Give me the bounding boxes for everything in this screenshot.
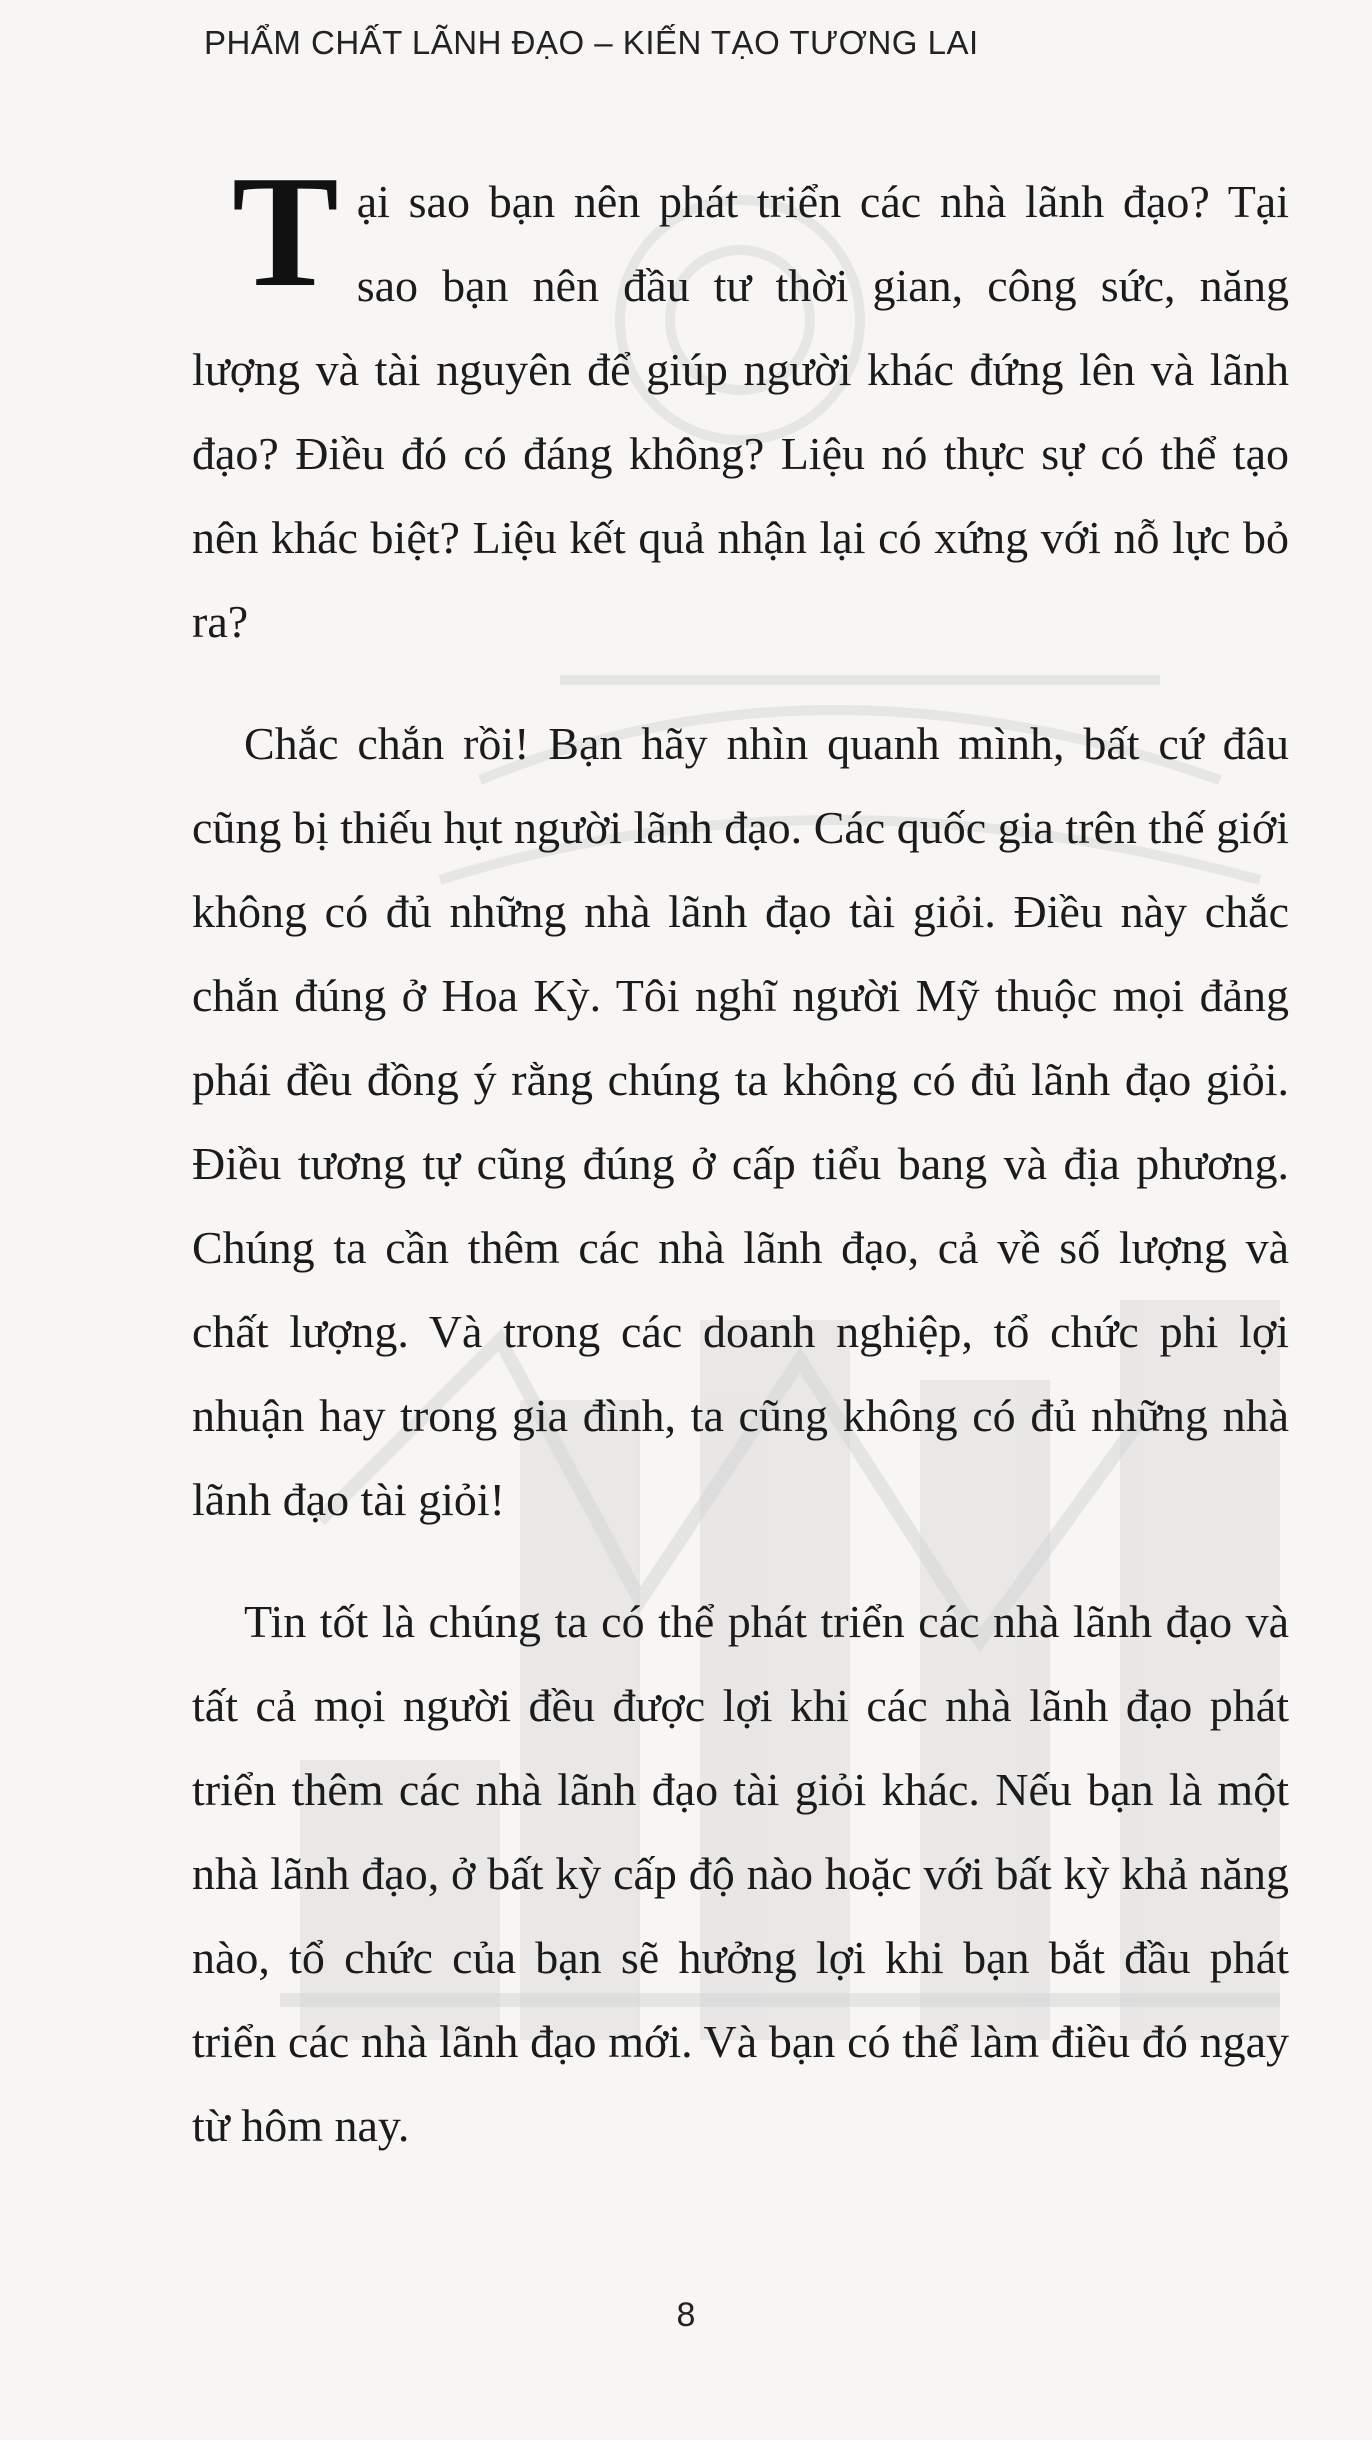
paragraph-2: Chắc chắn rồi! Bạn hãy nhìn quanh mình, bất cứ đâu cũng bị thiếu hụt người lãnh đạo. Các quốc gia trên thế giới không có đủ những nhà lãnh đạo tài giỏi. Điều này chắc chắn đúng ở Hoa Kỳ. Tôi nghĩ người Mỹ thuộc mọi đảng phái đều đồng ý rằng chúng ta không có đủ lãnh đạo giỏi. Điều tương tự cũng đúng ở cấp tiểu bang và địa phương. Chúng ta cần thêm các nhà lãnh đạo, cả về số lượng và chất lượng. Và trong các doanh nghiệp, tổ chức phi lợi nhuận hay trong gia đình, ta cũng không có đủ những nhà lãnh đạo tài giỏi! bbox=[192, 718, 1289, 1525]
paragraph-1-text: ại sao bạn nên phát triển các nhà lãnh đạo? Tại sao bạn nên đầu tư thời gian, công sức, năng lượng và tài nguyên để giúp người khác đứng lên và lãnh đạo? Điều đó có đáng không? Liệu nó thực sự có thể tạo nên khác biệt? Liệu kết quả nhận lại có xứng với nỗ lực bỏ ra? bbox=[192, 176, 1289, 647]
page-number: 8 bbox=[676, 2296, 696, 2334]
paragraph-1 bbox=[192, 142, 1289, 664]
drop-cap: T bbox=[232, 142, 339, 320]
running-head: PHẨM CHẤT LÃNH ĐẠO – KIẾN TẠO TƯƠNG LAI bbox=[204, 24, 979, 61]
paragraph-3: Tin tốt là chúng ta có thể phát triển các nhà lãnh đạo và tất cả mọi người đều được lợi khi các nhà lãnh đạo phát triển thêm các nhà lãnh đạo tài giỏi khác. Nếu bạn là một nhà lãnh đạo, ở bất kỳ cấp độ nào hoặc với bất kỳ khả năng nào, tổ chức của bạn sẽ hưởng lợi khi bạn bắt đầu phát triển các nhà lãnh đạo mới. Và bạn có thể làm điều đó ngay từ hôm nay. bbox=[192, 1596, 1289, 2151]
body-text bbox=[192, 142, 1289, 2168]
